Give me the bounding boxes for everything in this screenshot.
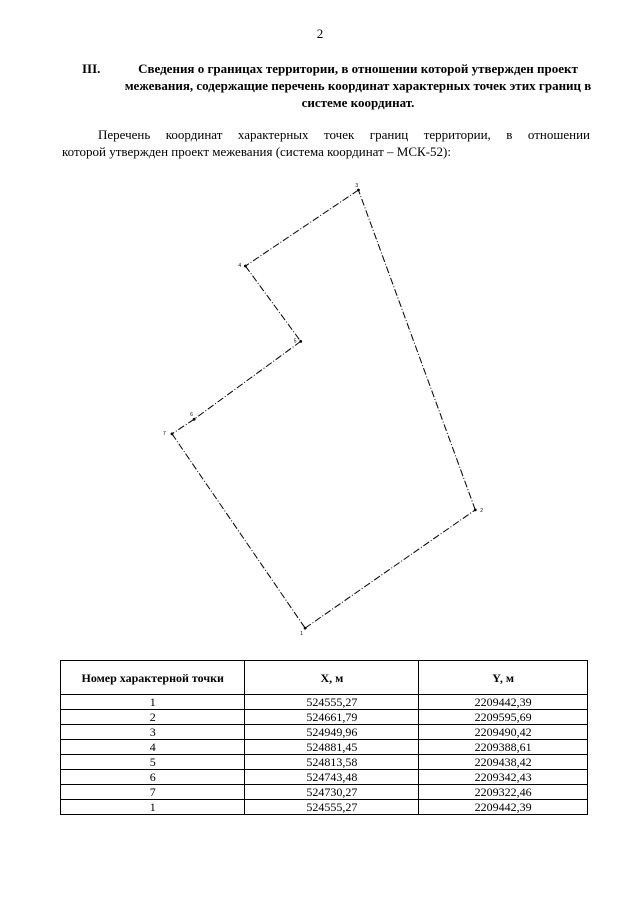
boundary-point-label: 3 (355, 183, 359, 189)
cell-x: 524743,48 (245, 770, 419, 785)
boundary-point (193, 418, 196, 421)
table-row (61, 755, 588, 770)
cell-x: 524881,45 (245, 740, 419, 755)
cell-y: 2209388,61 (419, 740, 588, 755)
boundary-segment (358, 190, 475, 510)
boundary-point-label: 2 (480, 507, 484, 514)
header-x: X, м (245, 661, 419, 695)
table-row (61, 770, 588, 785)
cell-x: 524949,96 (245, 725, 419, 740)
intro-line-2: которой утвержден проект межевания (система координат – МСК-52): (62, 144, 451, 159)
cell-y: 2209322,46 (419, 785, 588, 800)
boundary-point-label: 5 (293, 338, 297, 345)
cell-point-number: 1 (61, 800, 245, 815)
cell-point-number: 3 (61, 725, 245, 740)
section-number: III. (82, 61, 101, 76)
boundary-point (244, 265, 247, 268)
table-row (61, 785, 588, 800)
boundary-point (171, 432, 174, 435)
table-row (61, 710, 588, 725)
coordinates-table (60, 660, 588, 815)
boundary-plan-svg (150, 178, 490, 638)
header-y: Y, м (419, 661, 588, 695)
table-row (61, 695, 588, 710)
table-row (61, 800, 588, 815)
intro-line-1: Перечень координат характерных точек границ территории, в отношении (98, 127, 590, 142)
cell-point-number: 4 (61, 740, 245, 755)
cell-y: 2209342,43 (419, 770, 588, 785)
cell-point-number: 1 (61, 695, 245, 710)
cell-y: 2209438,42 (419, 755, 588, 770)
cell-point-number: 5 (61, 755, 245, 770)
cell-x: 524730,27 (245, 785, 419, 800)
cell-x: 524555,27 (245, 695, 419, 710)
boundary-plan (150, 178, 490, 638)
table-header-row (61, 661, 588, 695)
boundary-segment (172, 419, 194, 434)
boundary-point (304, 627, 307, 630)
boundary-segment (172, 434, 305, 628)
boundary-point (474, 508, 477, 511)
cell-x: 524813,58 (245, 755, 419, 770)
page-number: 2 (316, 26, 324, 41)
cell-y: 2209442,39 (419, 800, 588, 815)
cell-y: 2209595,69 (419, 710, 588, 725)
cell-y: 2209442,39 (419, 695, 588, 710)
table-row (61, 725, 588, 740)
boundary-point (299, 340, 302, 343)
cell-point-number: 2 (61, 710, 245, 725)
boundary-point (357, 189, 360, 192)
section-heading (82, 60, 592, 111)
boundary-point-label: 7 (163, 430, 166, 437)
cell-x: 524555,27 (245, 800, 419, 815)
boundary-point-label: 6 (190, 412, 193, 419)
cell-y: 2209490,42 (419, 725, 588, 740)
boundary-segment (194, 341, 301, 419)
section-title: Сведения о границах территории, в отношении которой утвержден проект межевания, содержащие перечень координат характерных точек этих границ в системе координат. (124, 61, 592, 110)
boundary-point-label: 1 (300, 631, 303, 638)
cell-point-number: 6 (61, 770, 245, 785)
header-point-number: Номер характерной точки (61, 661, 245, 695)
table-row (61, 740, 588, 755)
boundary-point-label: 4 (238, 263, 242, 270)
boundary-segment (245, 266, 300, 341)
boundary-segment (245, 190, 358, 266)
cell-x: 524661,79 (245, 710, 419, 725)
intro-paragraph (62, 126, 590, 160)
cell-point-number: 7 (61, 785, 245, 800)
boundary-segment (305, 510, 475, 628)
